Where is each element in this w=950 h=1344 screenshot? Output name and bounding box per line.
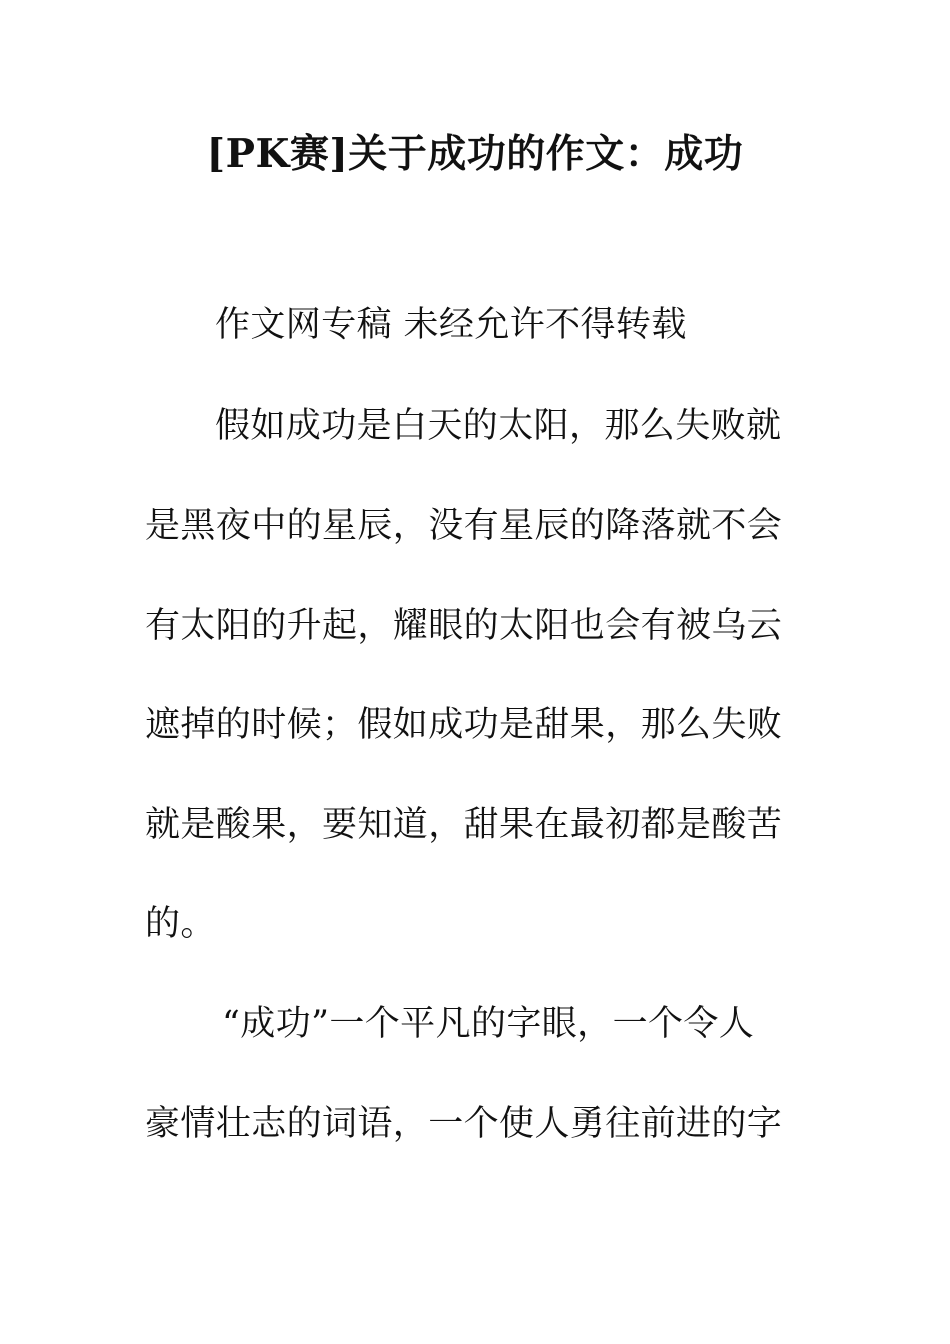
paragraph-line: 是黑夜中的星辰，没有星辰的降落就不会 xyxy=(145,506,783,546)
paragraph-line: 假如成功是白天的太阳，那么失败就 xyxy=(215,406,782,446)
document-title: [PK赛]关于成功的作文：成功 xyxy=(206,131,744,177)
paragraph-line: 遮掉的时候；假如成功是甜果，那么失败 xyxy=(145,705,783,745)
paragraph-line: 就是酸果，要知道，甜果在最初都是酸苦 xyxy=(145,805,783,845)
paragraph-line: 的。 xyxy=(145,904,216,944)
paragraph-line: 有太阳的升起，耀眼的太阳也会有被乌云 xyxy=(145,606,783,646)
paragraph-line: “成功”一个平凡的字眼，一个令人 xyxy=(222,1004,755,1044)
byline: 作文网专稿 未经允许不得转载 xyxy=(215,305,687,345)
paragraph-line: 豪情壮志的词语，一个使人勇往前进的字 xyxy=(145,1104,783,1144)
